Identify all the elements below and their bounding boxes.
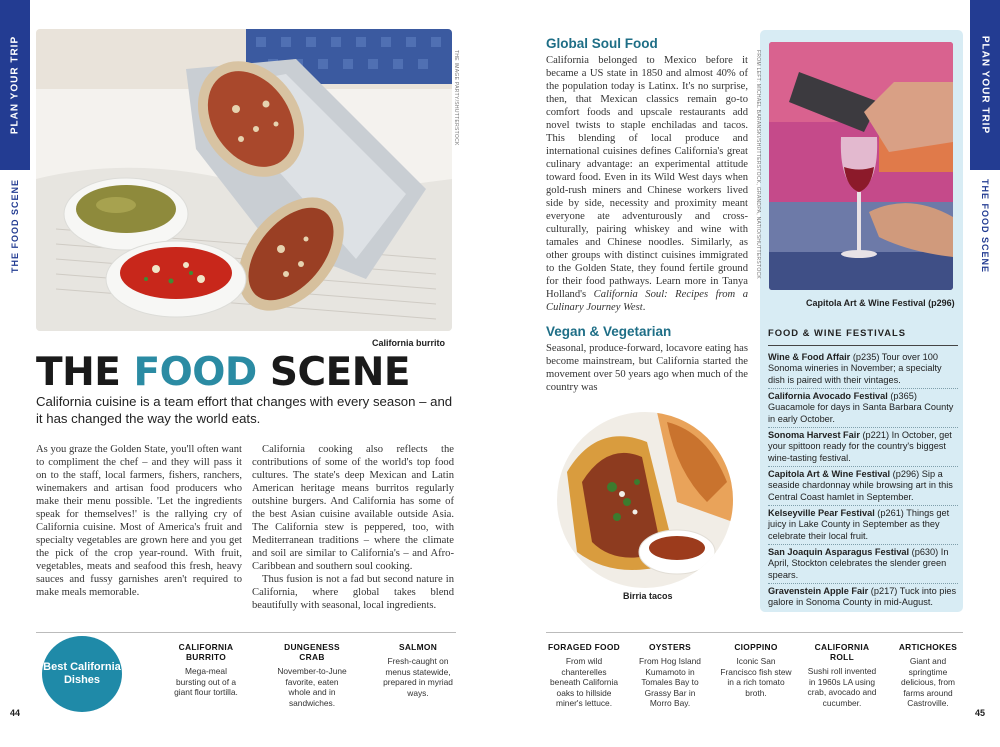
tacos-caption: Birria tacos xyxy=(623,591,673,601)
festival-separator xyxy=(768,544,958,545)
festival-item: Capitola Art & Wine Festival (p296) Sip a seaside chardonnay while browsing art in this Central Coast hamlet in September. xyxy=(768,469,953,502)
festival-item: Sonoma Harvest Fair (p221) In October, get your spittoon ready for the country's biggest wine-tasting festival. xyxy=(768,430,952,463)
bottom-divider-right xyxy=(546,632,963,633)
best-dishes-badge: Best California Dishes xyxy=(42,636,122,712)
vegan-heading: Vegan & Vegetarian xyxy=(546,324,672,339)
side-section-label: THE FOOD SCENE xyxy=(10,178,20,274)
global-soul-heading: Global Soul Food xyxy=(546,36,658,51)
burrito-caption: California burrito xyxy=(372,338,446,348)
photo-credit: FROM LEFT: MICHAEL BARANSKI/SHUTTERSTOCK, GRANDPA, NATIO/SHUTTERSTOCK xyxy=(755,50,761,280)
wine-photo xyxy=(769,42,953,290)
festival-separator xyxy=(768,466,958,467)
festival-item: Kelseyville Pear Festival (p261) Things get juicy in Lake County in September as they celebrate their local fruit. xyxy=(768,508,950,541)
festival-item: Wine & Food Affair (p235) Tour over 100 Sonoma wineries in November; a specialty dish is paired with their vintages. xyxy=(768,352,942,385)
burrito-illustration xyxy=(36,29,452,331)
dish-item: CALIFORNIA BURRITO Mega-meal bursting out of a giant flour tortilla. xyxy=(174,642,238,697)
festival-item: San Joaquin Asparagus Festival (p630) In April, Stockton celebrates the slender green spears. xyxy=(768,547,949,580)
festival-separator xyxy=(768,583,958,584)
wine-caption: Capitola Art & Wine Festival (p296) xyxy=(806,298,955,308)
body-column-2: California cooking also reflects the contributions of some of the world's top food cultures. The state's deep Mexican and Latin American heritage means burritos regularly outshine burgers. And California has some of the best Asian cuisine available outside Asia. The California stew is peppered, too, with Mediterranean traditions – where the climate and soil are similar to California's – and Afro-Caribbean and southern soul cooking. Thus fusion is not a fad but second nature in California, where global takes blend beautifully with seasonal, local ingredients. xyxy=(252,444,454,611)
side-section-label: THE FOOD SCENE xyxy=(980,178,990,274)
dish-item: FORAGED FOOD From wild chanterelles beneath California oaks to hillside miner's lettuce. xyxy=(548,642,620,708)
global-soul-text: California belonged to Mexico before it became a US state in 1850 and almost 40% of the population today is Latinx. It's no surprise, then, that Mexican classics remain go-to comfort foods and upscale restaurants add novel twists to staple enchiladas and tacos. This blending of local produce and international cuisines defines California's great culinary advantage: an experimental attitude toward food. Even in its Wild West days when gold-rush miners and Chinese workers lived side by side, necessity and proximity meant everyone ate adventurously and cross-culturally, pairing whiskey and wine with tamales and Chinese noodles. Similarly, as other groups with distinct cuisines immigrated to the Golden State, they found fertile ground for their food pathways. Learn more in Tanya Holland's California Soul: Recipes from a Culinary Journey West. xyxy=(546,55,748,313)
side-tab-label: PLAN YOUR TRIP xyxy=(979,35,991,135)
page-number-left: 44 xyxy=(10,708,21,718)
book-title: California Soul: Recipes from a Culinary Journey West xyxy=(546,289,748,313)
dish-item: OYSTERS From Hog Island Kumamoto in Tomales Bay to Grassy Bar in Morro Bay. xyxy=(639,642,701,708)
dish-item: DUNGENESS CRAB November-to-June favorite, eaten whole and in sandwiches. xyxy=(277,642,347,708)
intro-text: California cuisine is a team effort that changes with every season – and it has changed the way the world eats. xyxy=(36,394,453,426)
burrito-photo xyxy=(36,29,452,331)
title-highlight: FOOD xyxy=(133,350,257,395)
wine-illustration xyxy=(769,42,953,290)
festival-separator xyxy=(768,388,958,389)
page-title: THE FOOD SCENE xyxy=(36,350,411,395)
side-section-left xyxy=(0,176,30,276)
bottom-divider-left xyxy=(36,632,456,633)
side-section-right xyxy=(970,176,1000,276)
festivals-heading: FOOD & WINE FESTIVALS xyxy=(768,327,907,338)
festival-item: California Avocado Festival (p365) Guacamole for days in Santa Barbara County in early October. xyxy=(768,391,954,424)
page-number-right: 45 xyxy=(975,708,986,718)
dish-item: CIOPPINO Iconic San Francisco fish stew in a rich tomato broth. xyxy=(720,642,792,698)
side-tab-right xyxy=(970,0,1000,170)
festival-separator xyxy=(768,505,958,506)
side-tab-label: PLAN YOUR TRIP xyxy=(9,35,21,135)
side-tab-left xyxy=(0,0,30,170)
dish-item: CALIFORNIA ROLL Sushi roll invented in 1960s LA using crab, avocado and cucumber. xyxy=(807,642,877,708)
festivals-divider xyxy=(768,345,958,346)
vegan-text: Seasonal, produce-forward, locavore eating has become mainstream, but California started the movement over 50 years ago when much of the country was xyxy=(546,343,748,393)
body-column-1: As you graze the Golden State, you'll often want to compliment the chef – and they will pass it on to the staff, local farmers, fishers, ranchers, winemakers and artisan food producers who make their menu possible. 'Let the ingredients speak for themselves!' is the rallying cry of California cuisine. Most of America's fruit and specialty vegetables are grown here and you get the pick of the crop year-round. With fruit, vegetables, meats and seafood this fresh, heavy sauces and fussy garnishes aren't required to make meals memorable. xyxy=(36,444,242,598)
tacos-illustration xyxy=(557,412,733,588)
festival-separator xyxy=(768,427,958,428)
dish-item: SALMON Fresh-caught on menus statewide, prepared in myriad ways. xyxy=(383,642,453,698)
festival-item: Gravenstein Apple Fair (p217) Tuck into pies galore in Sonoma County in mid-August. xyxy=(768,586,957,608)
dish-item: ARTICHOKES Giant and springtime delicious, from farms around Castroville. xyxy=(898,642,958,708)
photo-credit: THE IMAGE PARTY/SHUTTERSTOCK xyxy=(453,50,459,146)
tacos-photo xyxy=(557,412,733,588)
